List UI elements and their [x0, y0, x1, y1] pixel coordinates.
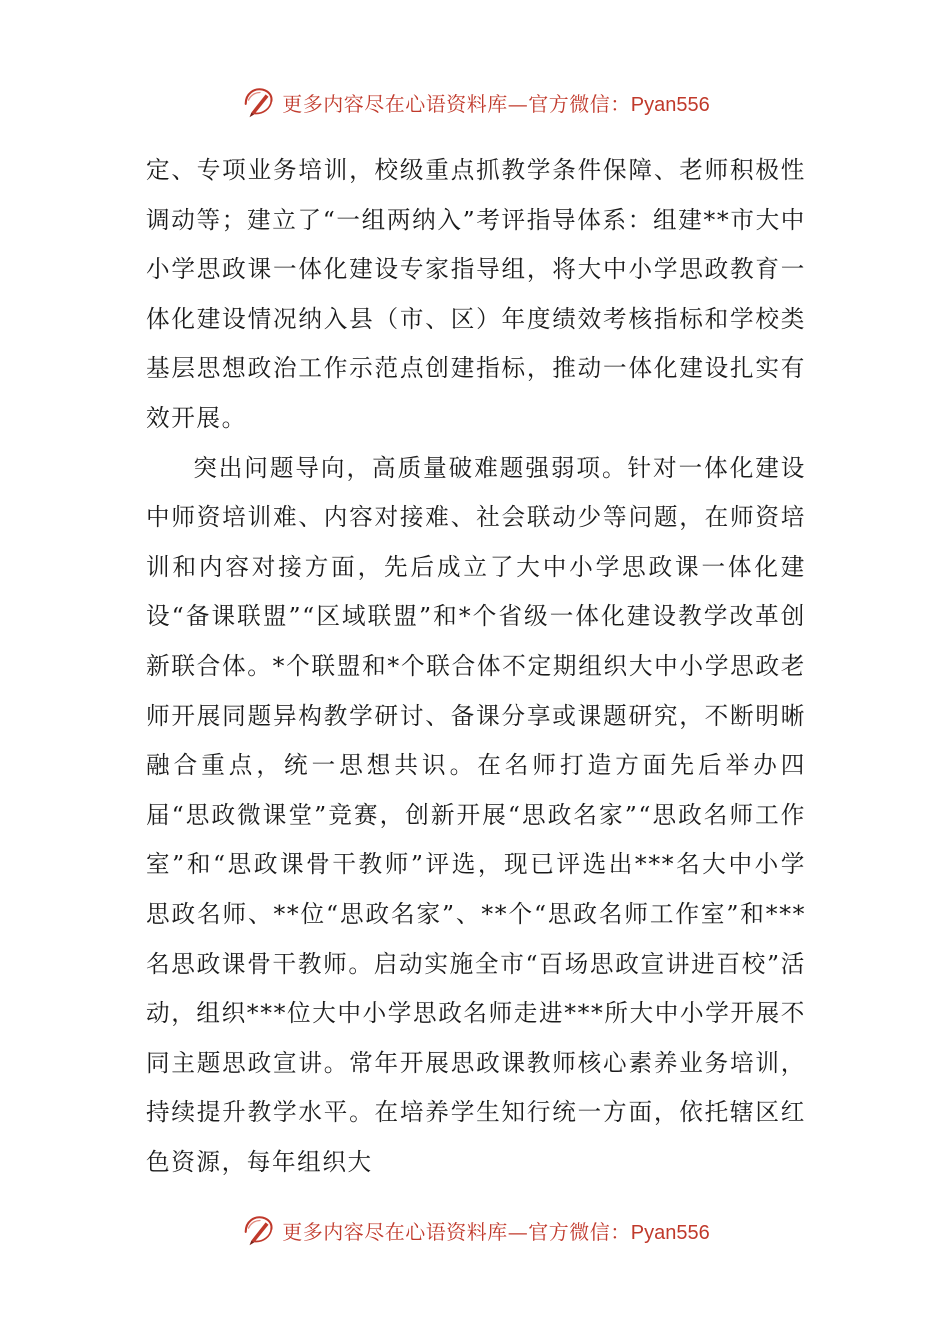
watermark-wechat-id: Pyan556 — [630, 1221, 710, 1244]
watermark-text: 更多内容尽在心语资料库—官方微信：Pyan556 — [282, 1219, 710, 1244]
paragraph: 突出问题导向，高质量破难题强弱项。针对一体化建设中师资培训难、内容对接难、社会联动少等问题，在师资培训和内容对接方面，先后成立了大中小学思政课一体化建设“备课联盟”“区域联盟”和*个省级一体化建设教学改革创新联合体。*个联盟和*个联合体不定期组织大中小学思政老师开展同题异构教学研讨、备课分享或课题研究，不断明晰融合重点，统一思想共识。在名师打造方面先后举办四届“思政微课堂”竞赛，创新开展“思政名家”“思政名师工作室”和“思政课骨干教师”评选，现已评选出***名大中小学思政名师、**位“思政名家”、**个“思政名师工作室”和***名思政课骨干教师。启动实施全市“百场思政宣讲进百校”活动，组织***位大中小学思政名师走进***所大中小学开展不同主题思政宣讲。常年开展思政课教师核心素养业务培训，持续提升教学水平。在培养学生知行统一方面，依托辖区红色资源，每年组织大 — [146, 453, 806, 1176]
watermark-text: 更多内容尽在心语资料库—官方微信：Pyan556 — [282, 91, 710, 116]
quill-pen-logo-icon — [240, 1211, 278, 1249]
watermark-wechat-id: Pyan556 — [630, 93, 710, 116]
paragraph: 定、专项业务培训，校级重点抓教学条件保障、老师积极性调动等；建立了“一组两纳入”考评指导体系：组建**市大中小学思政课一体化建设专家指导组，将大中小学思政教育一体化建设情况纳入县（市、区）年度绩效考核指标和学校类基层思想政治工作示范点创建指标，推动一体化建设扎实有效开展。 — [146, 156, 806, 432]
footer-watermark — [0, 1210, 950, 1250]
header-watermark — [0, 82, 950, 122]
document-body — [146, 146, 806, 1187]
quill-pen-logo-icon — [240, 83, 278, 121]
